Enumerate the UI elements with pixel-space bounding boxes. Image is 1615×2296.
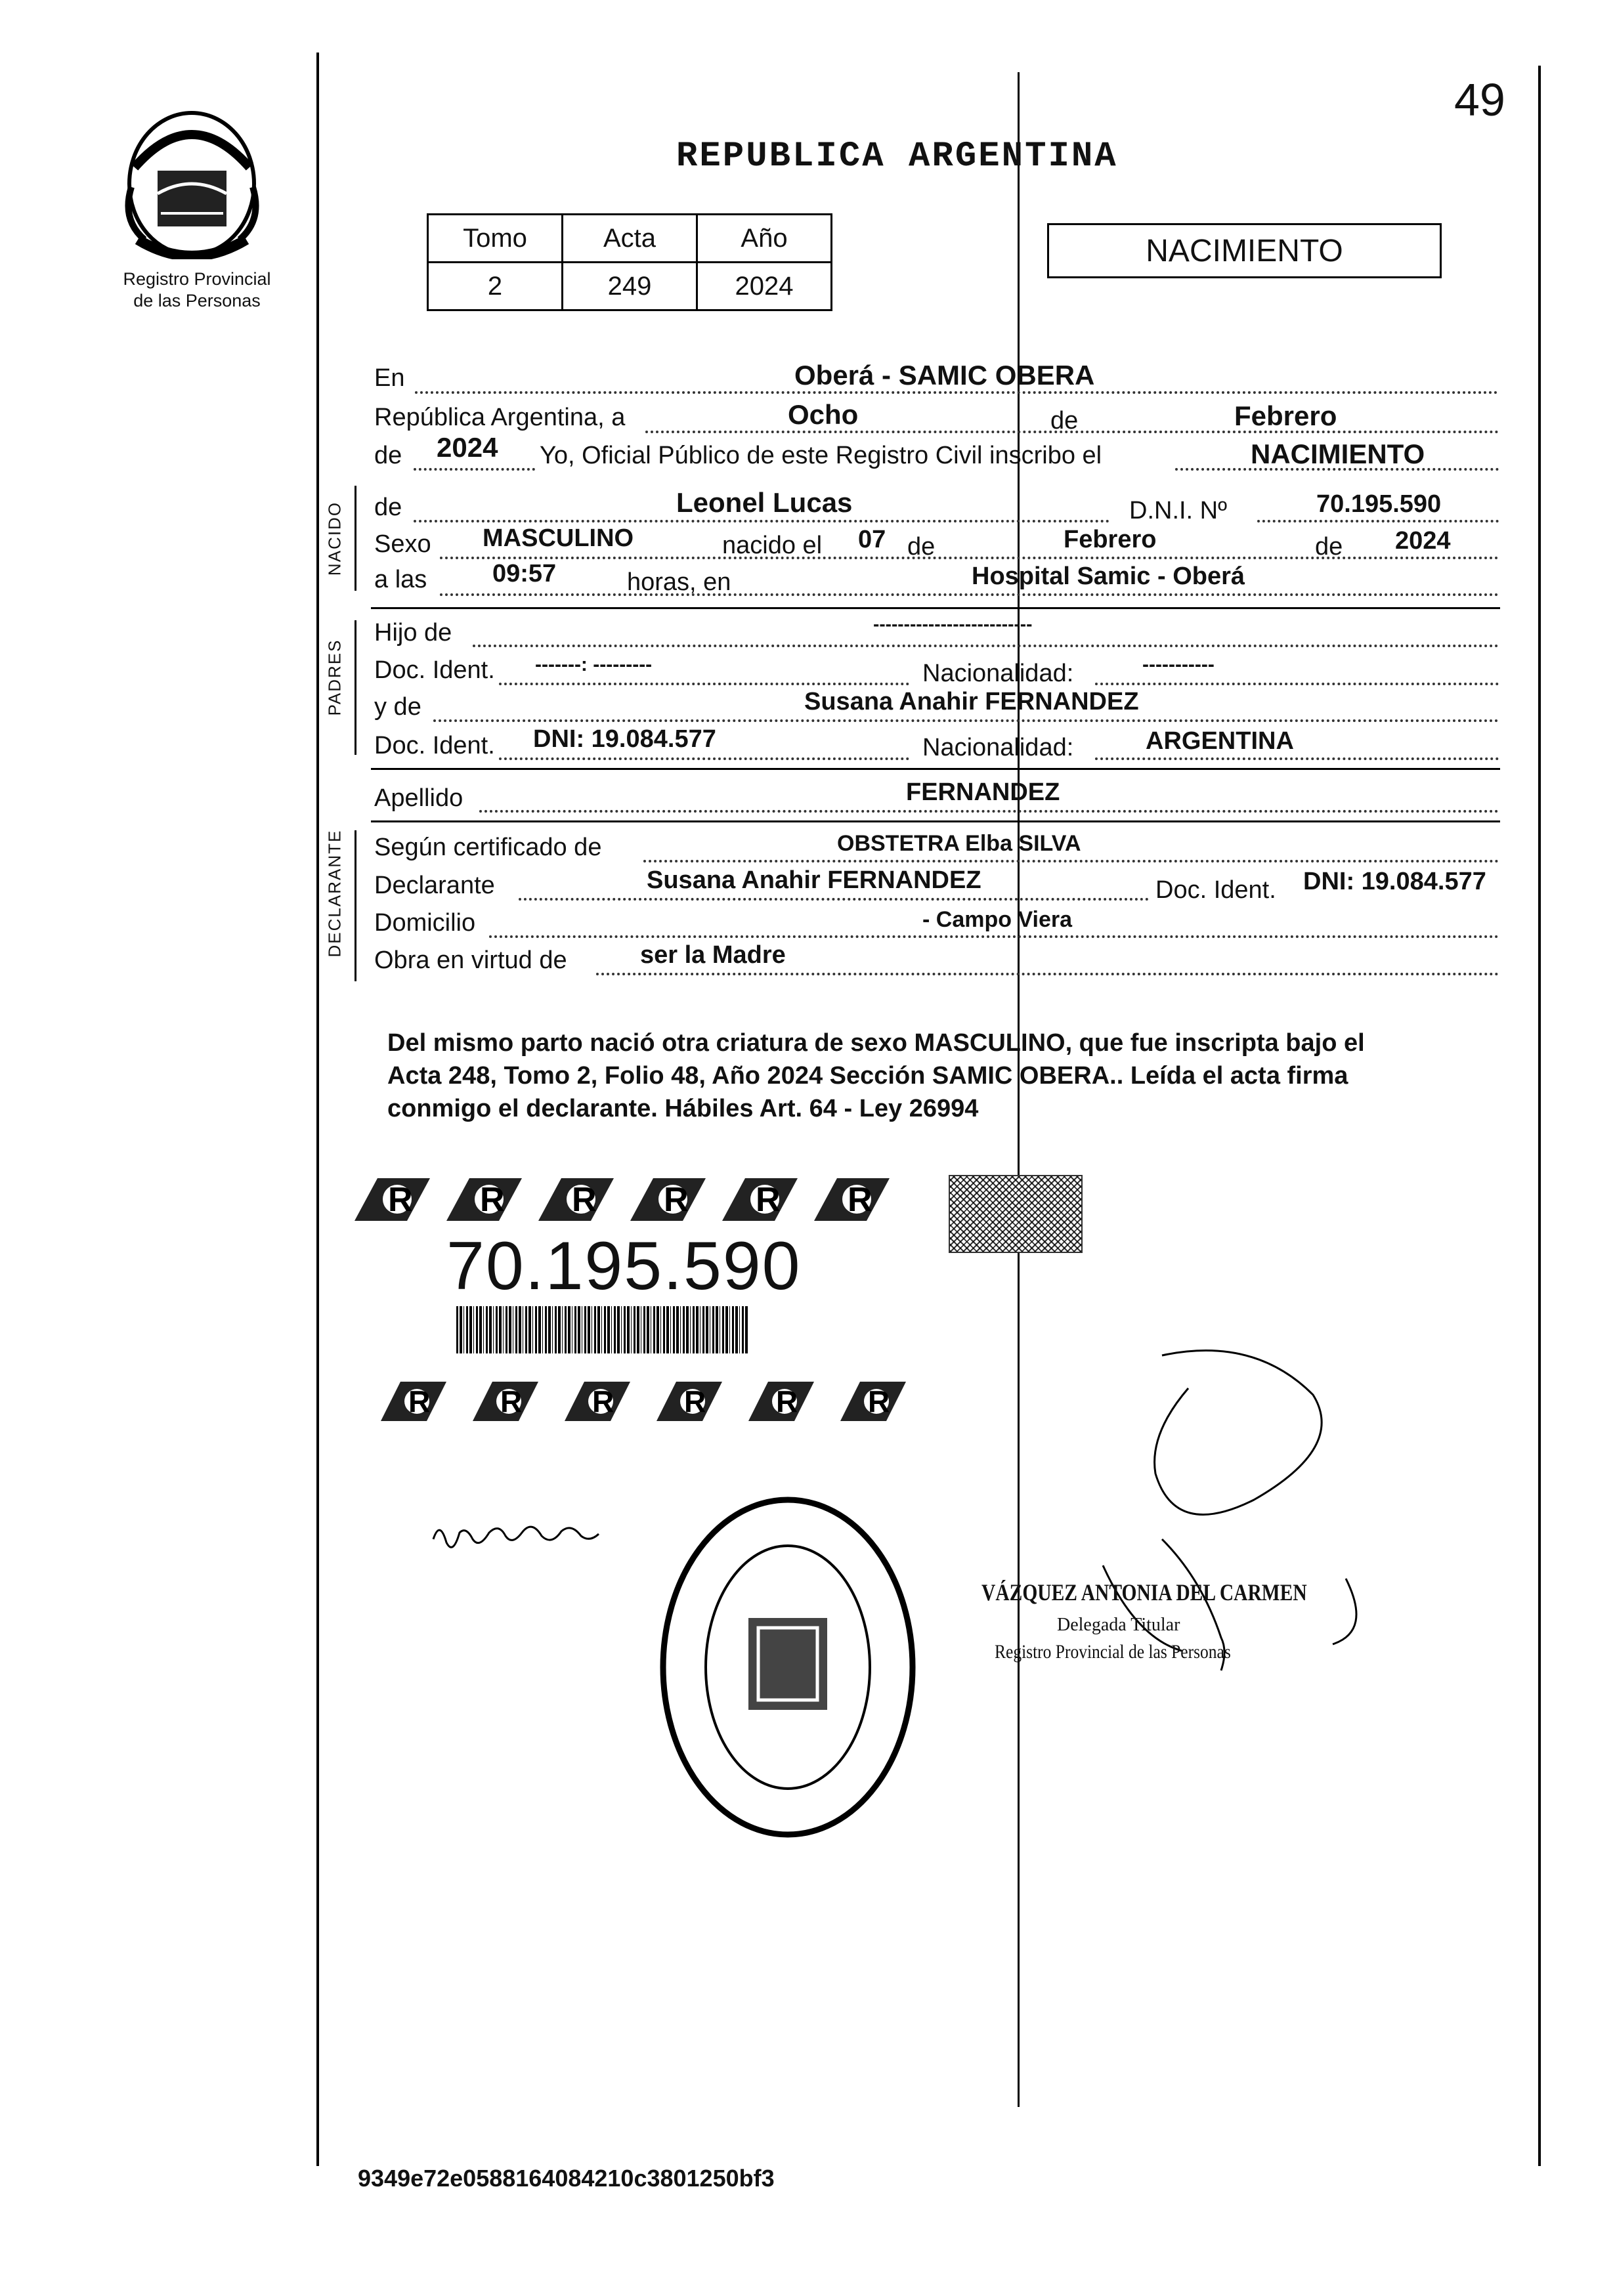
nacido-anio: 2024 — [1395, 527, 1451, 555]
right-margin-line — [1538, 66, 1541, 2166]
tomo-value: 2 — [428, 263, 563, 310]
doc2-label: Doc. Ident. — [374, 732, 495, 759]
nac1-label: Nacionalidad: — [922, 660, 1074, 687]
signature-left — [427, 1506, 611, 1565]
logo-mark: R — [408, 1384, 431, 1418]
doc1-value: -------: --------- — [535, 654, 653, 675]
de3-label: de — [374, 494, 402, 521]
en-value: Oberá - SAMIC OBERA — [794, 360, 1095, 391]
lugar-value: Hospital Samic - Oberá — [972, 563, 1245, 590]
padres-bar — [355, 620, 356, 755]
nacido-label: nacido el — [722, 532, 823, 559]
de2-label: de — [374, 442, 402, 469]
alas-label: a las — [374, 566, 427, 593]
nac1-value: ----------- — [1142, 654, 1215, 675]
anio-header: Año — [697, 215, 832, 263]
sexo-label: Sexo — [374, 530, 431, 558]
rule-1 — [371, 607, 1500, 609]
nacido-dia: 07 — [858, 526, 886, 553]
tomo-acta-table — [427, 213, 832, 311]
doc2-value: DNI: 19.084.577 — [533, 725, 716, 753]
logo-mark: R — [776, 1384, 798, 1418]
anio-nac-value: 2024 — [437, 432, 498, 463]
left-margin-line — [316, 53, 319, 2166]
document-hash: 9349e72e0588164084210c3801250bf3 — [358, 2165, 775, 2192]
registry-line2: de las Personas — [133, 291, 261, 310]
apellido-value: FERNANDEZ — [906, 778, 1060, 806]
section-label-nacido: NACIDO — [324, 501, 345, 576]
domicilio-value: - Campo Viera — [922, 907, 1073, 932]
logo-mark: R — [500, 1384, 523, 1418]
oficial-text: Yo, Oficial Público de este Registro Civil inscribo el — [540, 442, 1102, 469]
sticker-logo-row-bottom — [351, 1375, 942, 1428]
doc3-label: Doc. Ident. — [1155, 876, 1276, 904]
nacido-mes: Febrero — [1064, 526, 1157, 553]
nac2-label: Nacionalidad: — [922, 734, 1074, 761]
segun-value: OBSTETRA Elba SILVA — [837, 831, 1081, 856]
sticker-logo-row-top — [351, 1165, 942, 1231]
logo-mark: R — [848, 1181, 872, 1219]
official-seal — [650, 1487, 926, 1854]
logo-mark: R — [868, 1384, 890, 1418]
sexo-value: MASCULINO — [483, 524, 634, 552]
mes-value: Febrero — [1234, 400, 1337, 431]
note-line3: conmigo el declarante. Hábiles Art. 64 - Ley 26994 — [387, 1095, 979, 1122]
note-line2: Acta 248, Tomo 2, Folio 48, Año 2024 Sección SAMIC OBERA.. Leída el acta firma — [387, 1062, 1348, 1090]
inscribo-value: NACIMIENTO — [1251, 438, 1425, 469]
madre-value: Susana Anahir FERNANDEZ — [804, 688, 1139, 715]
page-title: REPUBLICA ARGENTINA — [676, 137, 1118, 177]
segun-label: Según certificado de — [374, 834, 602, 861]
signatory-name: VÁZQUEZ ANTONIA DEL CARMEN — [981, 1579, 1307, 1605]
obra-value: ser la Madre — [640, 941, 786, 969]
en-label: En — [374, 364, 405, 392]
section-label-padres: PADRES — [324, 639, 345, 716]
nacido-bar — [355, 486, 356, 591]
de4-label: de — [907, 533, 936, 561]
hijo-value: -------------------------- — [873, 614, 1033, 634]
logo-mark: R — [664, 1181, 689, 1219]
record-type: NACIMIENTO — [1146, 233, 1343, 268]
horas-label: horas, en — [627, 568, 731, 596]
acta-header: Acta — [563, 215, 697, 263]
logo-mark: R — [572, 1181, 597, 1219]
domicilio-label: Domicilio — [374, 909, 476, 937]
rule-3 — [371, 820, 1500, 822]
de-label: de — [1050, 407, 1079, 435]
yde-label: y de — [374, 693, 421, 721]
obra-label: Obra en virtud de — [374, 946, 567, 974]
acta-value: 249 — [563, 263, 697, 310]
province-emblem — [121, 108, 263, 259]
doc3-value: DNI: 19.084.577 — [1303, 868, 1486, 895]
nombre-value: Leonel Lucas — [676, 487, 853, 518]
anio-value: 2024 — [697, 263, 832, 310]
rule-2 — [371, 768, 1500, 770]
guilloche-pattern — [949, 1175, 1083, 1253]
logo-mark: R — [480, 1181, 505, 1219]
declarante-bar — [355, 830, 356, 981]
dia-value: Ocho — [788, 399, 859, 430]
signatory-office: Registro Provincial de las Personas — [995, 1641, 1231, 1663]
dni-value: 70.195.590 — [1316, 490, 1442, 518]
note-line1: Del mismo parto nació otra criatura de sexo MASCULINO, que fue inscripta bajo el — [387, 1029, 1365, 1057]
logo-mark: R — [684, 1384, 706, 1418]
barcode — [456, 1306, 748, 1353]
logo-mark: R — [388, 1181, 413, 1219]
record-type-box — [1047, 223, 1442, 278]
de5-label: de — [1315, 533, 1343, 561]
dni-label: D.N.I. Nº — [1129, 497, 1227, 524]
declarante-label: Declarante — [374, 872, 495, 899]
hora-value: 09:57 — [492, 560, 557, 587]
logo-mark: R — [756, 1181, 781, 1219]
logo-mark: R — [592, 1384, 614, 1418]
tomo-header: Tomo — [428, 215, 563, 263]
signatory-role: Delegada Titular — [1057, 1615, 1180, 1635]
apellido-label: Apellido — [374, 784, 463, 812]
declarante-value: Susana Anahir FERNANDEZ — [647, 866, 981, 894]
section-label-declarante: DECLARANTE — [324, 829, 345, 958]
sticker-number: 70.195.590 — [446, 1228, 802, 1304]
republica-label: República Argentina, a — [374, 404, 626, 431]
hijo-label: Hijo de — [374, 619, 452, 647]
nac2-value: ARGENTINA — [1146, 727, 1294, 755]
page-number: 49 — [1454, 74, 1505, 125]
doc1-label: Doc. Ident. — [374, 656, 495, 684]
registry-line1: Registro Provincial — [123, 269, 271, 289]
